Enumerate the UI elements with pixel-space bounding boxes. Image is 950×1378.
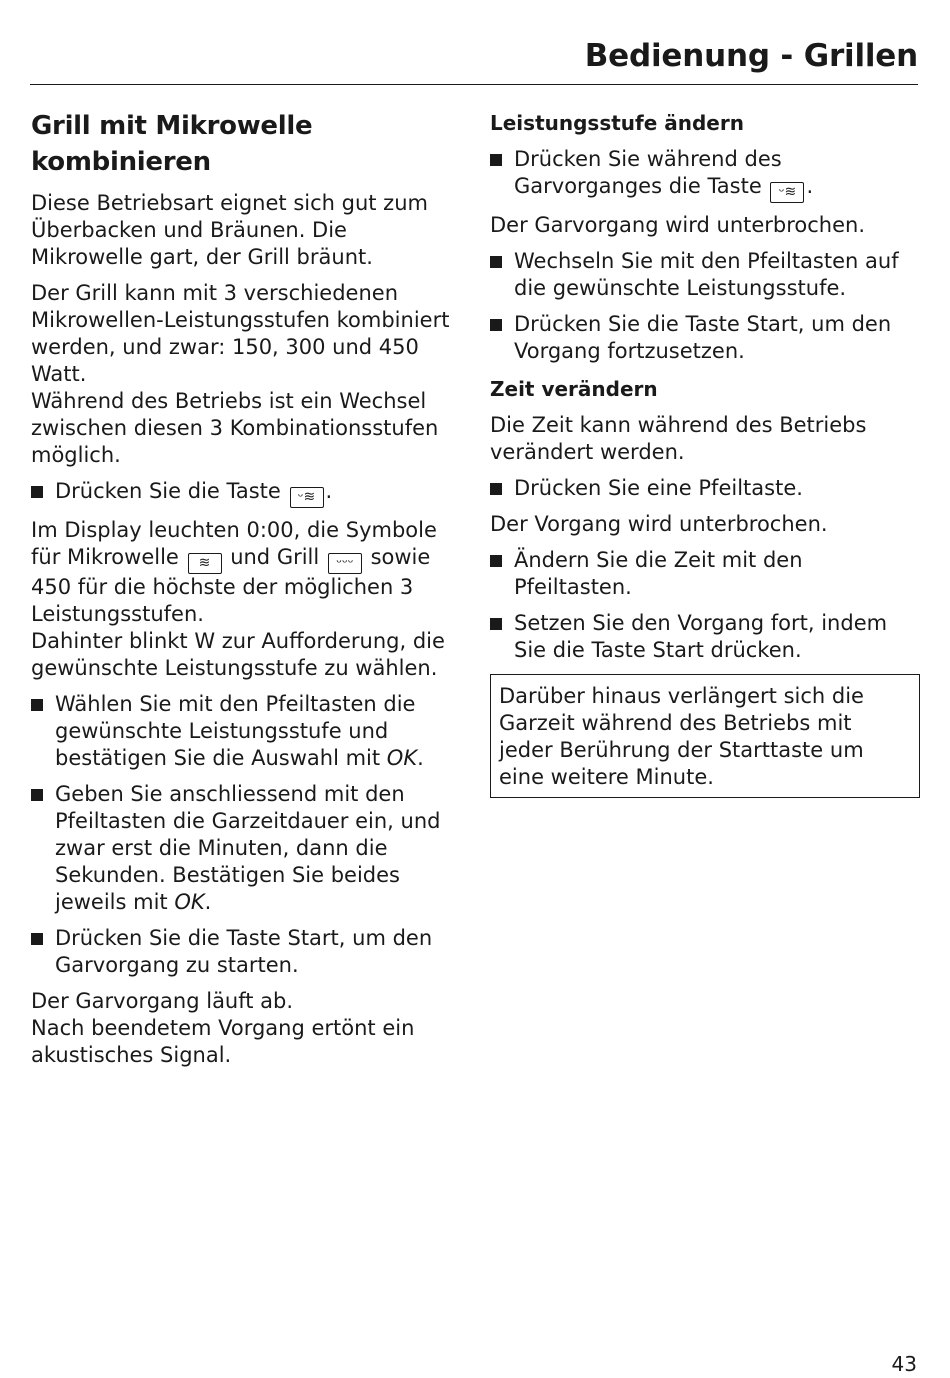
instruction-text: Ändern Sie die Zeit mit den Pfeiltasten. bbox=[514, 548, 803, 599]
page-title: Bedienung - Grillen bbox=[584, 38, 918, 74]
instruction-change-time bbox=[490, 547, 920, 601]
instruction-press-combo-key bbox=[31, 478, 463, 508]
subheading-change-time: Zeit verändern bbox=[490, 377, 658, 401]
bullet-square-icon bbox=[490, 483, 502, 495]
instruction-text: Setzen Sie den Vorgang fort, indem Sie die Taste Start drücken. bbox=[514, 611, 888, 662]
right-column bbox=[490, 108, 920, 798]
bullet-square-icon bbox=[490, 154, 502, 166]
paragraph-display bbox=[31, 517, 463, 682]
page-number: 43 bbox=[891, 1352, 917, 1376]
page-header bbox=[30, 38, 918, 85]
display-text-c: sowie 450 für die höchste der möglichen 3 Leistungsstufen. bbox=[31, 545, 431, 626]
instruction-select-power bbox=[31, 691, 463, 772]
instruction-switch-power bbox=[490, 248, 920, 302]
instruction-text: Drücken Sie eine Pfeiltaste. bbox=[514, 476, 803, 500]
display-text-a: Im Display leuchten 0:00, die Symbole für Mikrowelle bbox=[31, 518, 437, 569]
ok-key-label: OK bbox=[174, 890, 205, 914]
grill-microwave-combo-icon: ᵕ≋ bbox=[770, 182, 804, 203]
paragraph-intro: Diese Betriebsart eignet sich gut zum Überbacken und Bräunen. Die Mikrowelle gart, der Grill bräunt. bbox=[31, 191, 428, 269]
instruction-press-start-continue bbox=[490, 311, 920, 365]
instruction-continue bbox=[490, 610, 920, 664]
instruction-text: Geben Sie anschliessend mit den Pfeiltasten die Garzeitdauer ein, und zwar erst die Minuten, dann die Sekunden. Bestätigen Sie beides jeweils mit bbox=[55, 782, 441, 914]
grill-microwave-combo-icon: ᵕ≋ bbox=[290, 487, 324, 508]
bullet-square-icon bbox=[490, 555, 502, 567]
instruction-text: Drücken Sie die Taste bbox=[55, 479, 288, 503]
bullet-square-icon bbox=[490, 319, 502, 331]
grill-icon: ᵕᵕᵕ bbox=[328, 553, 362, 574]
note-box: Darüber hinaus verlängert sich die Garzeit während des Betriebs mit jeder Berührung der Starttaste um eine weitere Minute. bbox=[490, 674, 920, 798]
bullet-square-icon bbox=[31, 933, 43, 945]
bullet-square-icon bbox=[31, 486, 43, 498]
subheading-change-power: Leistungsstufe ändern bbox=[490, 111, 744, 135]
left-column bbox=[31, 108, 463, 1078]
ok-key-label: OK bbox=[386, 746, 418, 770]
paragraph-interrupted: Der Garvorgang wird unterbrochen. bbox=[490, 213, 866, 237]
instruction-press-start bbox=[31, 925, 463, 979]
instruction-text-end: . bbox=[204, 890, 212, 914]
instruction-text: Drücken Sie die Taste Start, um den Vorgang fortzusetzen. bbox=[514, 312, 892, 363]
paragraph-power-levels bbox=[31, 280, 463, 469]
paragraph-switch-text: Während des Betriebs ist ein Wechsel zwischen diesen 3 Kombinationsstufen möglich. bbox=[31, 389, 439, 467]
bullet-square-icon bbox=[31, 789, 43, 801]
instruction-text: Drücken Sie die Taste Start, um den Garvorgang zu starten. bbox=[55, 926, 433, 977]
paragraph-time-change: Die Zeit kann während des Betriebs verändert werden. bbox=[490, 413, 867, 464]
paragraph-process-interrupted: Der Vorgang wird unterbrochen. bbox=[490, 512, 828, 536]
instruction-text-end: . bbox=[417, 746, 424, 770]
instruction-text: Drücken Sie während des Garvorganges die Taste bbox=[514, 147, 782, 198]
instruction-press-combo-key-during bbox=[490, 146, 920, 203]
instruction-text: Wechseln Sie mit den Pfeiltasten auf die gewünschte Leistungsstufe. bbox=[514, 249, 899, 300]
paragraph-power-levels-text: Der Grill kann mit 3 verschiedenen Mikrowellen-Leistungsstufen kombiniert werden, und zwar: 150, 300 und 450 Watt. bbox=[31, 281, 450, 386]
instruction-enter-time bbox=[31, 781, 463, 916]
section-heading-grill-microwave: Grill mit Mikrowelle kombinieren bbox=[31, 111, 313, 177]
display-blink-text: Dahinter blinkt W zur Aufforderung, die gewünschte Leistungsstufe zu wählen. bbox=[31, 629, 445, 680]
bullet-square-icon bbox=[31, 699, 43, 711]
display-text-b: und Grill bbox=[223, 545, 326, 569]
bullet-square-icon bbox=[490, 618, 502, 630]
instruction-text-end: . bbox=[806, 174, 814, 198]
instruction-press-arrow bbox=[490, 475, 920, 502]
paragraph-end bbox=[31, 988, 463, 1069]
instruction-text-end: . bbox=[325, 479, 333, 503]
signal-text: Nach beendetem Vorgang ertönt ein akustisches Signal. bbox=[31, 1016, 415, 1067]
instruction-text: Wählen Sie mit den Pfeiltasten die gewünschte Leistungsstufe und bestätigen Sie die Auswahl mit bbox=[55, 692, 416, 770]
bullet-square-icon bbox=[490, 256, 502, 268]
microwave-icon: ≋ bbox=[188, 553, 222, 574]
cooking-runs-text: Der Garvorgang läuft ab. bbox=[31, 989, 294, 1013]
